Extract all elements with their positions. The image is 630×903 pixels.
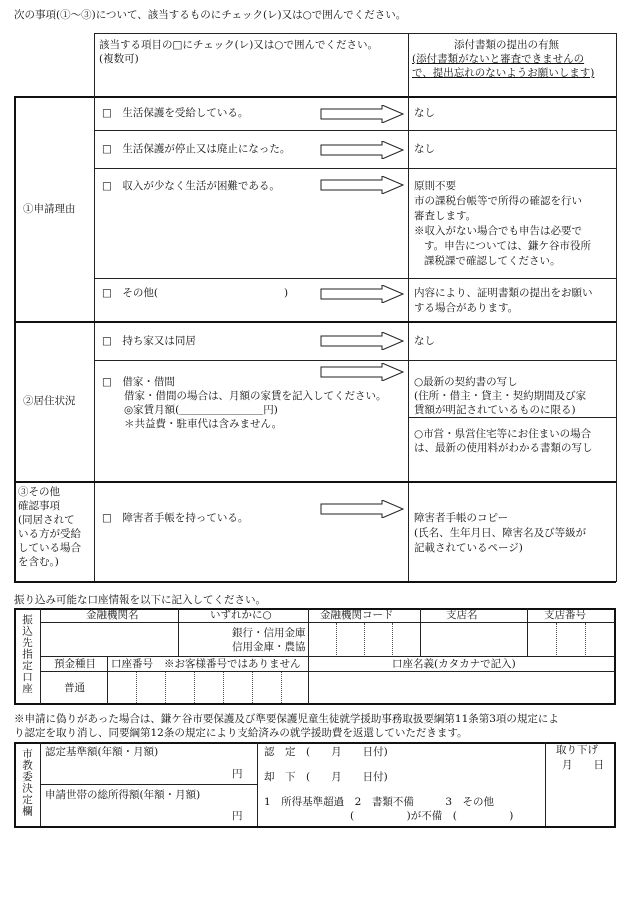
item-other[interactable]: □ その他( ) xyxy=(102,287,289,299)
header-col2-line1: 該当する項目の□にチェック(レ)又は○で囲んでください。 xyxy=(99,39,378,51)
bank-side-label: 振込先指定口座 xyxy=(21,614,33,695)
doc-r4-2: する場合があります。 xyxy=(414,302,519,314)
item-rented-4: ＊共益費・駐車代は含みません。 xyxy=(124,418,283,430)
doc-r3-1: 原則不要 xyxy=(414,180,456,192)
deposit-type-value[interactable]: 普通 xyxy=(64,682,85,694)
doc-r3-2: 市の課税台帳等で所得の確認を行い xyxy=(414,195,582,207)
arrow-icon xyxy=(320,363,404,381)
approve-line[interactable]: 認 定 ( 月 日付) xyxy=(264,746,388,758)
bank-h-acct-no: 口座番号 xyxy=(111,658,153,670)
section3-label-4: いる方が受給 xyxy=(18,528,81,540)
bank-h-name: 金融機関名 xyxy=(86,609,139,621)
section2-label: ②居住状況 xyxy=(23,395,76,407)
doc-r6-2: (住所・借主・貸主・契約期間及び家 xyxy=(414,390,587,402)
section3-label-1: ③その他 xyxy=(18,486,60,498)
section3-label-6: を含む。) xyxy=(18,556,59,568)
arrow-icon xyxy=(320,500,404,518)
section1-label: ①申請理由 xyxy=(23,203,76,215)
item-welfare-receiving[interactable]: □ 生活保護を受給している。 xyxy=(102,107,249,119)
doc-r1: なし xyxy=(414,107,435,119)
doc-r3-4: ※収入がない場合でも申告は必要で xyxy=(414,225,582,237)
doc-r7-2: (氏名、生年月日、障害名及び等級が xyxy=(414,527,587,539)
withdraw-label: 取り下げ xyxy=(556,744,598,756)
section3-label-3: (同居されて xyxy=(18,514,75,526)
withdraw-date[interactable]: 月 日 xyxy=(562,759,604,771)
item-welfare-stopped[interactable]: □ 生活保護が停止又は廃止になった。 xyxy=(102,143,291,155)
bank-acct-note: ※お客様番号ではありません xyxy=(164,658,301,670)
doc-r6-5: は、最新の使用料がわかる書類の写し xyxy=(414,442,593,454)
arrow-icon xyxy=(320,176,404,194)
section3-label-2: 確認事項 xyxy=(18,500,60,512)
header-col2-line2: (複数可) xyxy=(99,53,139,65)
income-label: 申請世帯の総所得額(年額・月額) xyxy=(45,789,201,801)
bank-h-branch-no: 支店番号 xyxy=(544,609,586,621)
rent-amount-field[interactable]: ◎家賃月額(＿＿＿＿＿＿＿＿円) xyxy=(124,404,278,416)
bank-name-field[interactable] xyxy=(44,626,174,652)
item-disability[interactable]: □ 障害者手帳を持っている。 xyxy=(102,512,249,524)
bank-h-code: 金融機関コード xyxy=(320,609,394,621)
bank-choice-2[interactable]: 信用金庫・農協 xyxy=(232,641,306,653)
item-own-house[interactable]: □ 持ち家又は同居 xyxy=(102,335,196,347)
bank-h-type: 預金種目 xyxy=(54,658,96,670)
item-rented[interactable]: □ 借家・借間 xyxy=(102,376,175,388)
doc-r6-4: ○市営・県営住宅等にお住まいの場合 xyxy=(414,428,592,440)
yen-1: 円 xyxy=(232,768,243,780)
bank-h-holder: 口座名義(カタカナで記入) xyxy=(392,658,516,670)
bank-h-branch: 支店名 xyxy=(446,609,478,621)
item-low-income[interactable]: □ 収入が少なく生活が困難である。 xyxy=(102,180,280,192)
account-holder-field[interactable] xyxy=(312,674,612,702)
arrow-icon xyxy=(320,105,404,123)
arrow-icon xyxy=(320,285,404,303)
reject-line[interactable]: 却 下 ( 月 日付) xyxy=(264,771,388,783)
doc-r4-1: 内容により、証明書類の提出をお願い xyxy=(414,287,593,299)
doc-r5: なし xyxy=(414,335,435,347)
arrow-icon xyxy=(320,141,404,159)
doc-r7-3: 記載されているページ) xyxy=(414,542,523,554)
doc-r3-3: 審査します。 xyxy=(414,210,477,222)
reasons-line[interactable]: 1 所得基準超過 2 書類不備 3 その他 xyxy=(264,796,495,808)
bank-h-choice: いずれかに○ xyxy=(210,609,272,621)
yen-2: 円 xyxy=(232,810,243,822)
reasons-line2[interactable]: ( )が不備 ( ) xyxy=(350,810,514,822)
doc-r6-1: ○最新の契約書の写し xyxy=(414,376,518,388)
decision-side-label: 市教委決定欄 xyxy=(21,748,33,817)
doc-r3-6: 課税課で確認してください。 xyxy=(424,255,561,267)
item-rented-2: 借家・借間の場合は、月額の家賃を記入してください。 xyxy=(124,390,387,402)
section3-label-5: している場合 xyxy=(18,542,81,554)
doc-r6-3: 賃額が明記されているものに限る) xyxy=(414,404,576,416)
header-col3-line3: で、提出忘れのないようお願いします) xyxy=(412,67,595,79)
header-col3-line1: 添付書類の提出の有無 xyxy=(454,39,559,51)
notice-line1: ※申請に偽りがあった場合は、鎌ケ谷市要保護及び準要保護児童生徒就学援助事務取扱要綱第11条第3項の規定によ xyxy=(14,713,559,725)
doc-r3-5: す。申告については、鎌ケ谷市役所 xyxy=(424,240,591,252)
bank-choice-1[interactable]: 銀行・信用金庫 xyxy=(232,627,306,639)
doc-r2: なし xyxy=(414,143,435,155)
std-amount-label: 認定基準額(年額・月額) xyxy=(45,746,159,758)
bank-intro: 振り込み可能な口座情報を以下に記入してください。 xyxy=(14,594,266,606)
doc-r7-1: 障害者手帳のコピー xyxy=(414,512,509,524)
header-col3-line2: (添付書類がないと審査できませんの xyxy=(412,53,585,65)
notice-line2: り認定を取り消し、同要綱第12条の規定により支給済みの就学援助費を返還していただきます。 xyxy=(14,727,468,739)
arrow-icon xyxy=(320,332,404,350)
intro-text: 次の事項(①～③)について、該当するものにチェック(レ)又は○で囲んでください。 xyxy=(14,9,407,21)
